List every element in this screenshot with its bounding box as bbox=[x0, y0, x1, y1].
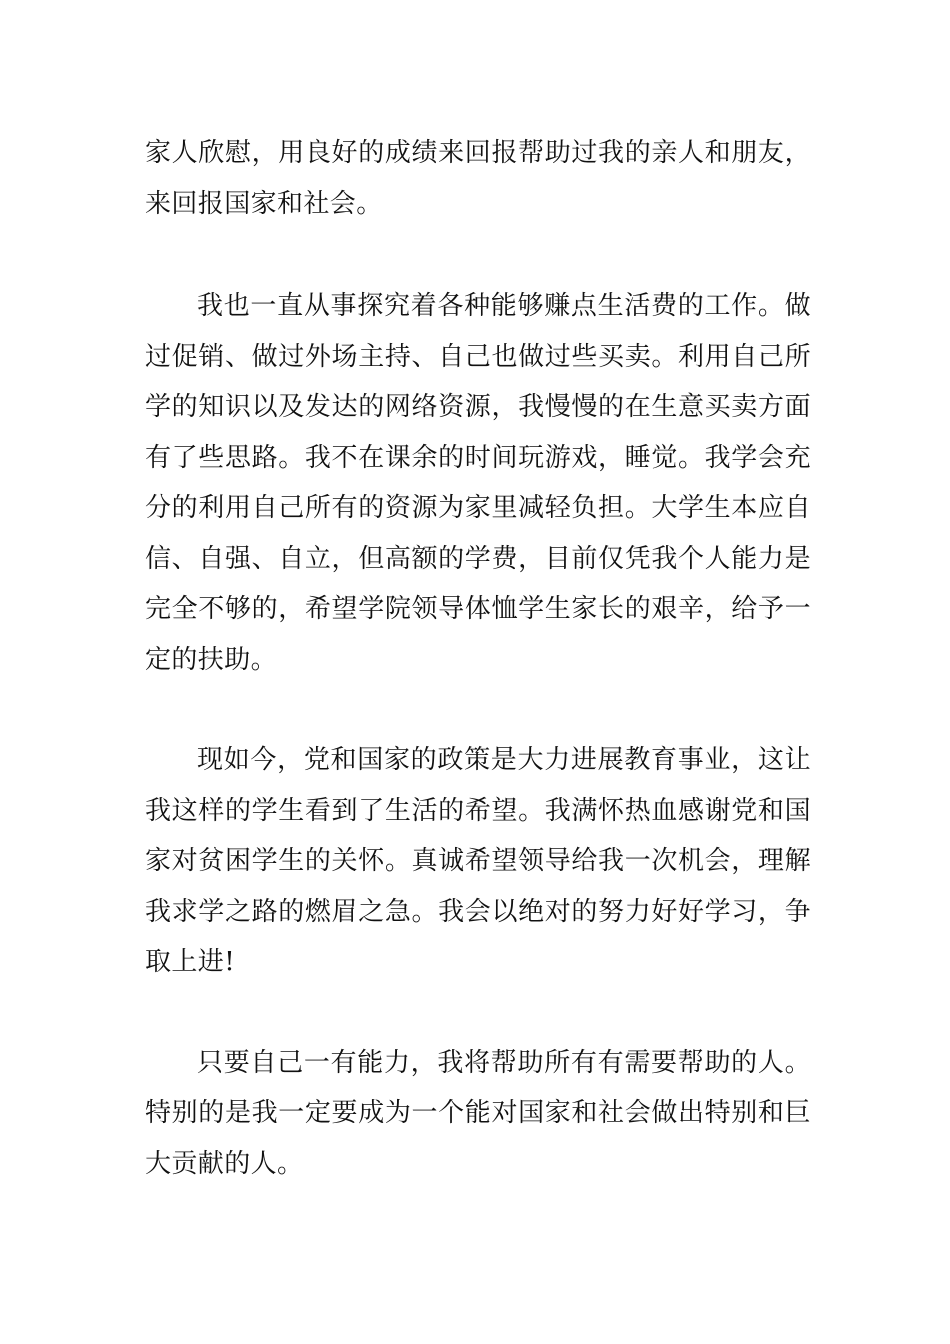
paragraph-1: 家人欣慰，用良好的成绩来回报帮助过我的亲人和朋友，来回报国家和社会。 bbox=[145, 138, 811, 219]
paragraph-3: 现如今，党和国家的政策是大力进展教育事业，这让我这样的学生看到了生活的希望。我满怀热血感谢党和国家对贫困学生的关怀。真诚希望领导给我一次机会，理解我求学之路的燃眉之急。我会以绝对的努力好好学习，争取上进! bbox=[145, 745, 811, 977]
paragraph-2: 我也一直从事探究着各种能够赚点生活费的工作。做过促销、做过外场主持、自己也做过些买卖。利用自己所学的知识以及发达的网络资源，我慢慢的在生意买卖方面有了些思路。我不在课余的时间玩游戏，睡觉。我学会充分的利用自己所有的资源为家里减轻负担。大学生本应自信、自强、自立，但高额的学费，目前仅凭我个人能力是完全不够的，希望学院领导体恤学生家长的艰辛，给予一定的扶助。 bbox=[145, 291, 811, 675]
paragraph-4: 只要自己一有能力，我将帮助所有有需要帮助的人。特别的是我一定要成为一个能对国家和社会做出特别和巨大贡献的人。 bbox=[145, 1047, 811, 1179]
document-body bbox=[145, 128, 811, 1239]
